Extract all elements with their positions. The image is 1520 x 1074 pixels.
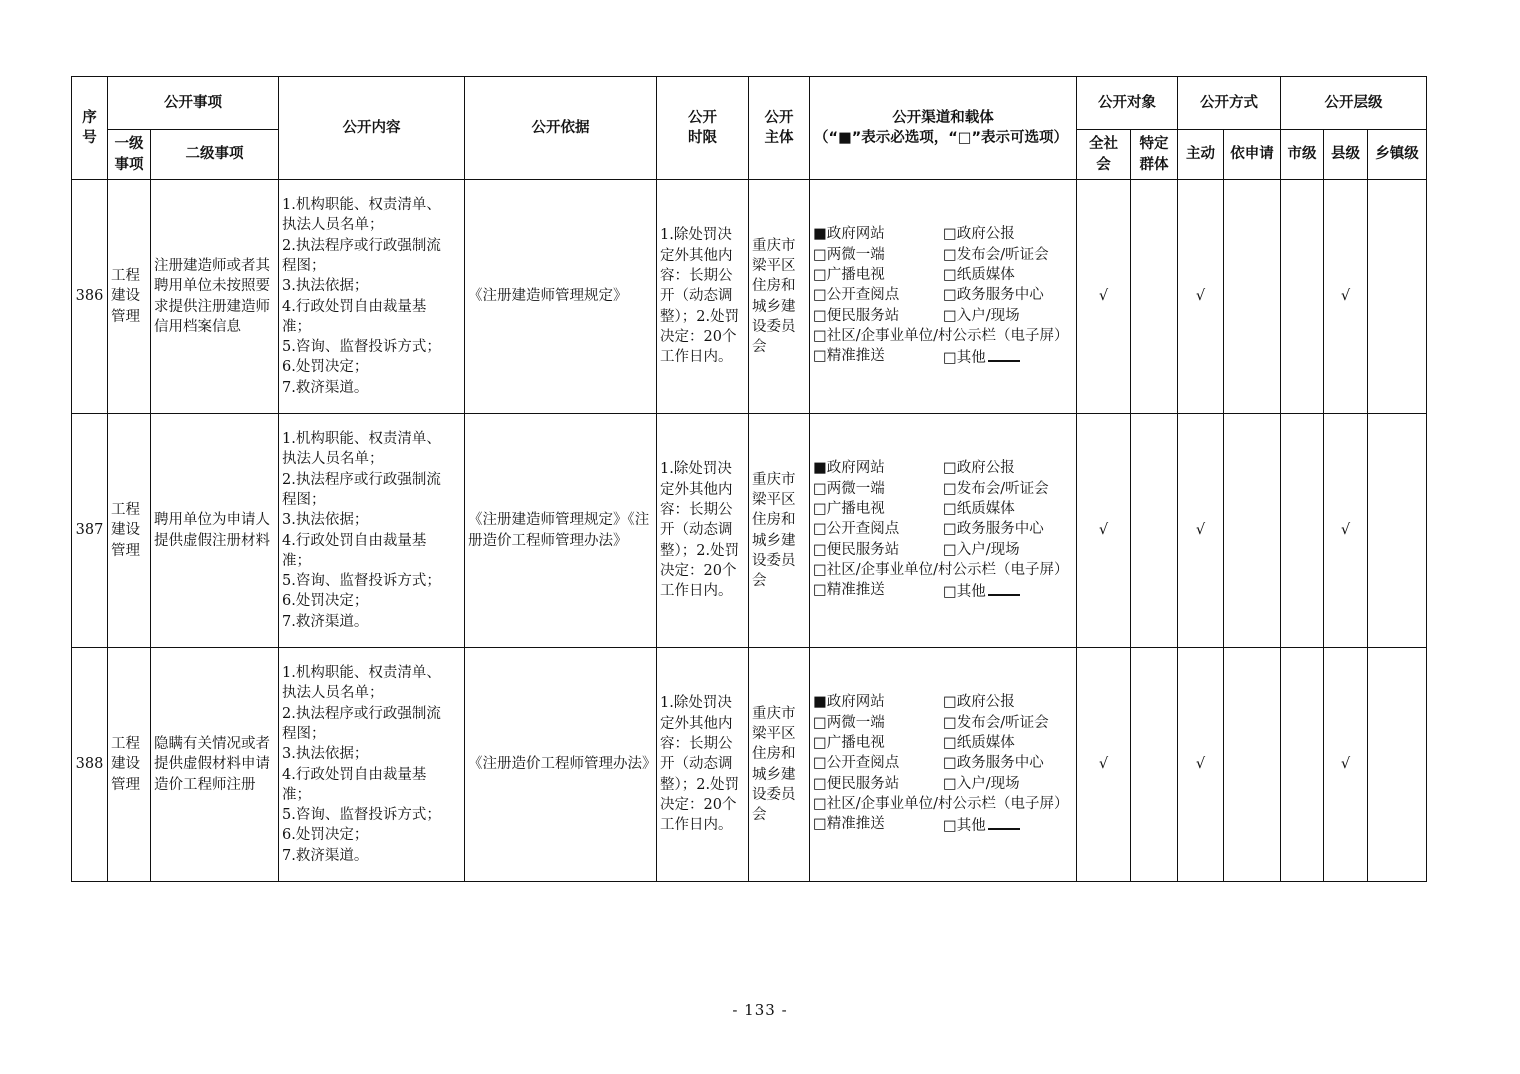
row-level2: 注册建造师或者其聘用单位未按照要求提供注册建造师信用档案信息 <box>151 180 279 414</box>
row-level1: 工程建设管理 <box>108 414 151 648</box>
row-method-active: √ <box>1178 414 1224 648</box>
row-time-limit: 1.除处罚决定外其他内容：长期公开（动态调整）；2.处罚决定：20个工作日内。 <box>657 648 749 882</box>
header-item-group: 公开事项 <box>108 77 279 130</box>
header-channel-title: 公开渠道和载体 <box>892 109 994 126</box>
table-row <box>72 180 1427 414</box>
row-basis: 《注册建造师管理规定》《注册造价工程师管理办法》 <box>465 414 657 648</box>
row-level-town <box>1368 414 1427 648</box>
row-level1: 工程建设管理 <box>108 648 151 882</box>
header-level: 公开层级 <box>1281 77 1427 130</box>
row-target-specific <box>1131 414 1178 648</box>
row-method-active: √ <box>1178 648 1224 882</box>
header-method: 公开方式 <box>1178 77 1281 130</box>
header-method-apply: 依申请 <box>1224 130 1281 180</box>
header-time-limit: 公开时限 <box>657 77 749 180</box>
row-subject: 重庆市梁平区住房和城乡建设委员会 <box>749 414 810 648</box>
row-basis: 《注册建造师管理规定》 <box>465 180 657 414</box>
row-channels: ■政府网站 □政府公报 □两微一端 □发布会/听证会 □广播电视 □纸质媒体 □公开查阅点 □政务服务中心 □便民服务站 □入户/现场 □社区/企事业单位/村公示栏（电子屏） □精准推送 □其他 <box>810 648 1077 882</box>
header-subject: 公开主体 <box>749 77 810 180</box>
row-level-city <box>1281 180 1324 414</box>
header-content: 公开内容 <box>279 77 465 180</box>
header-level1: 一级事项 <box>108 130 151 180</box>
page-number: - 133 - <box>732 1001 788 1019</box>
row-method-active: √ <box>1178 180 1224 414</box>
header-target: 公开对象 <box>1077 77 1178 130</box>
header-level-town: 乡镇级 <box>1368 130 1427 180</box>
header-channel-note: （“■”表示必选项，“□”表示可选项） <box>814 130 1069 146</box>
header-target-specific: 特定群体 <box>1131 130 1178 180</box>
row-channels: ■政府网站 □政府公报 □两微一端 □发布会/听证会 □广播电视 □纸质媒体 □公开查阅点 □政务服务中心 □便民服务站 □入户/现场 □社区/企事业单位/村公示栏（电子屏） □精准推送 □其他 <box>810 180 1077 414</box>
row-target-specific <box>1131 180 1178 414</box>
row-subject: 重庆市梁平区住房和城乡建设委员会 <box>749 180 810 414</box>
header-level-county: 县级 <box>1324 130 1368 180</box>
row-basis: 《注册造价工程师管理办法》 <box>465 648 657 882</box>
header-level2: 二级事项 <box>151 130 279 180</box>
row-level-town <box>1368 180 1427 414</box>
row-method-apply <box>1224 414 1281 648</box>
row-time-limit: 1.除处罚决定外其他内容：长期公开（动态调整）；2.处罚决定：20个工作日内。 <box>657 414 749 648</box>
header-level-city: 市级 <box>1281 130 1324 180</box>
row-level-county: √ <box>1324 648 1368 882</box>
row-time-limit: 1.除处罚决定外其他内容：长期公开（动态调整）；2.处罚决定：20个工作日内。 <box>657 180 749 414</box>
row-subject: 重庆市梁平区住房和城乡建设委员会 <box>749 648 810 882</box>
row-content: 1.机构职能、权责清单、 执法人员名单； 2.执法程序或行政强制流 程图； 3.执法依据； 4.行政处罚自由裁量基 准； 5.咨询、监督投诉方式； 6.处罚决定； 7.救济渠道。 <box>279 180 465 414</box>
row-target-all: √ <box>1077 414 1131 648</box>
header-channel <box>810 77 1077 180</box>
row-seq: 386 <box>72 180 108 414</box>
row-method-apply <box>1224 648 1281 882</box>
header-seq: 序号 <box>72 77 108 180</box>
table-row <box>72 648 1427 882</box>
header-method-active: 主动 <box>1178 130 1224 180</box>
row-target-all: √ <box>1077 180 1131 414</box>
row-seq: 387 <box>72 414 108 648</box>
row-content: 1.机构职能、权责清单、 执法人员名单； 2.执法程序或行政强制流 程图； 3.执法依据； 4.行政处罚自由裁量基 准； 5.咨询、监督投诉方式； 6.处罚决定； 7.救济渠道。 <box>279 648 465 882</box>
row-level-city <box>1281 414 1324 648</box>
row-target-specific <box>1131 648 1178 882</box>
row-channels: ■政府网站 □政府公报 □两微一端 □发布会/听证会 □广播电视 □纸质媒体 □公开查阅点 □政务服务中心 □便民服务站 □入户/现场 □社区/企事业单位/村公示栏（电子屏） □精准推送 □其他 <box>810 414 1077 648</box>
row-target-all: √ <box>1077 648 1131 882</box>
row-level-town <box>1368 648 1427 882</box>
row-level2: 聘用单位为申请人提供虚假注册材料 <box>151 414 279 648</box>
row-level-county: √ <box>1324 414 1368 648</box>
row-method-apply <box>1224 180 1281 414</box>
row-level1: 工程建设管理 <box>108 180 151 414</box>
header-basis: 公开依据 <box>465 77 657 180</box>
header-target-all: 全社会 <box>1077 130 1131 180</box>
table-row <box>72 414 1427 648</box>
disclosure-table <box>71 76 1427 882</box>
row-seq: 388 <box>72 648 108 882</box>
row-level-county: √ <box>1324 180 1368 414</box>
row-content: 1.机构职能、权责清单、 执法人员名单； 2.执法程序或行政强制流 程图； 3.执法依据； 4.行政处罚自由裁量基 准； 5.咨询、监督投诉方式； 6.处罚决定； 7.救济渠道。 <box>279 414 465 648</box>
row-level-city <box>1281 648 1324 882</box>
row-level2: 隐瞒有关情况或者提供虚假材料申请造价工程师注册 <box>151 648 279 882</box>
